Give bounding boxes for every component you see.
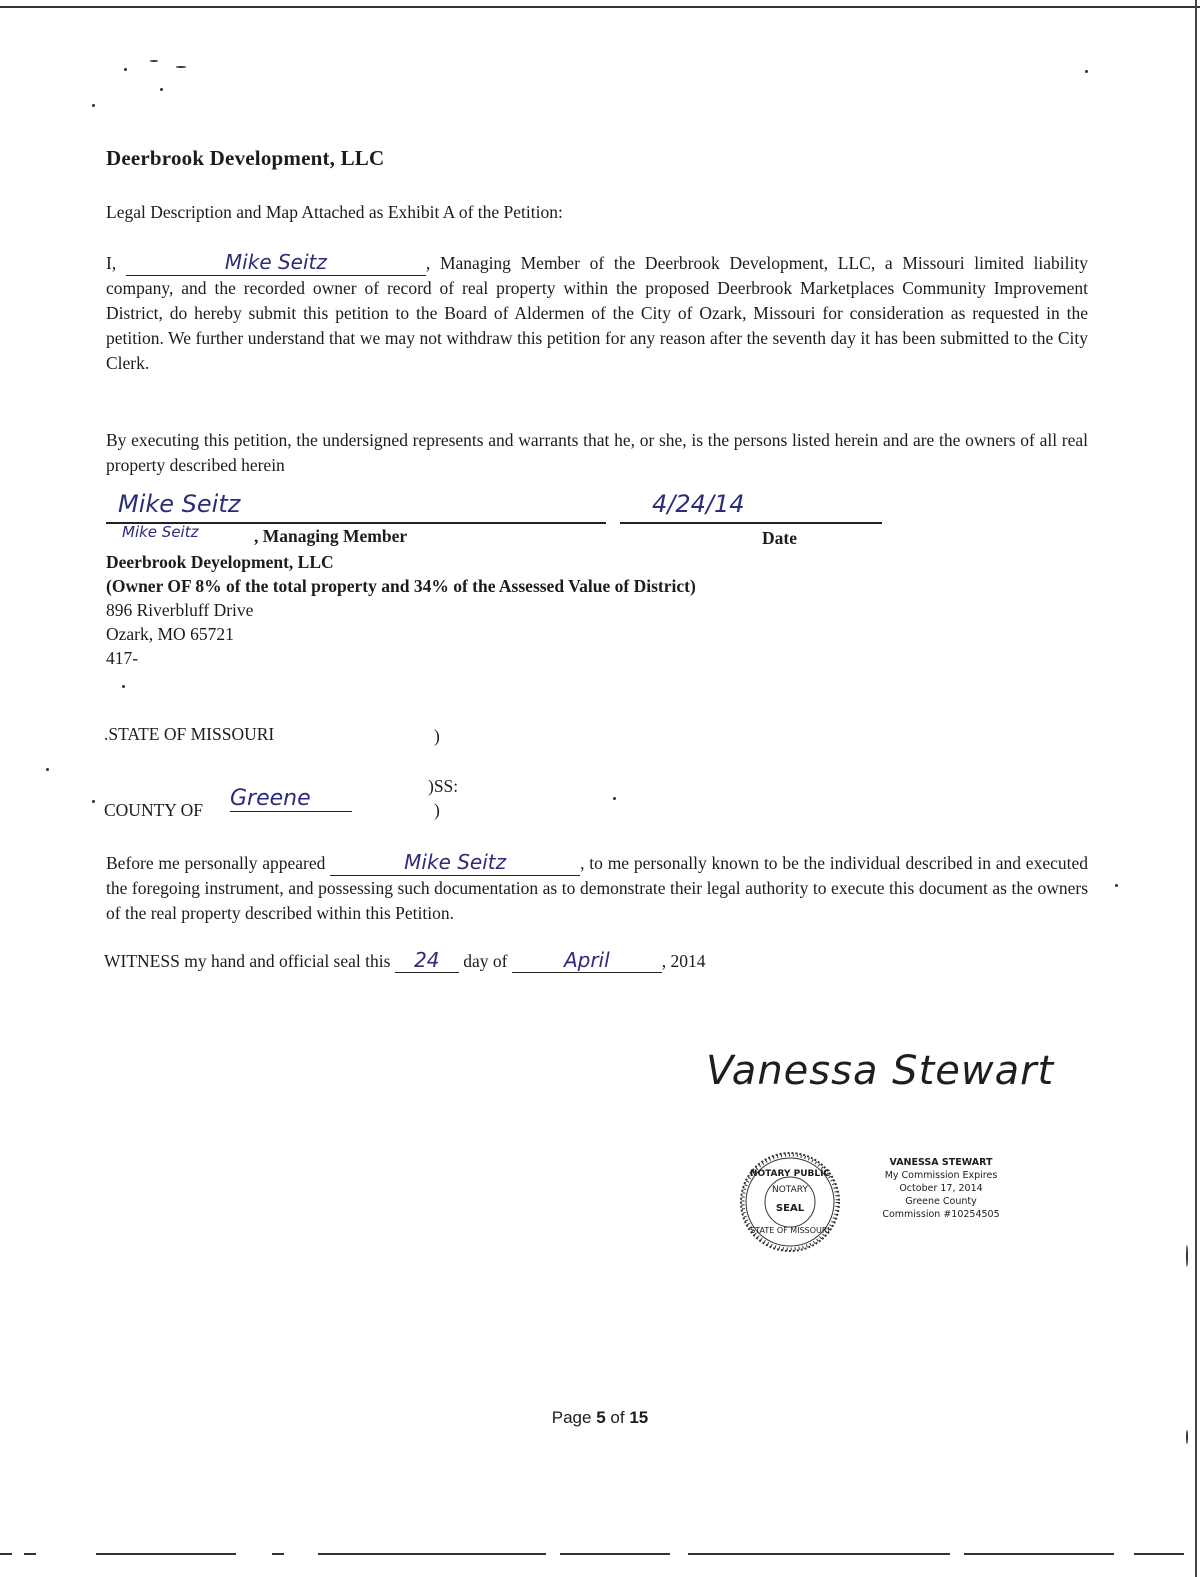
legal-description-line: Legal Description and Map Attached as Exhibit A of the Petition: [106, 202, 563, 222]
page-prefix: Page [551, 1408, 592, 1427]
witness-day-handwritten: 24 [395, 948, 459, 973]
witness-day-of: day of [463, 951, 508, 971]
scan-border-top [0, 6, 1200, 8]
signature-initial-handwritten: Mike Seitz [122, 523, 199, 541]
page-of: of [610, 1408, 625, 1427]
date-handwritten: 4/24/14 [652, 490, 745, 518]
scan-speck [150, 60, 158, 62]
notary-info-line-5: Commission #10254505 [882, 1209, 1000, 1220]
appearance-paragraph [106, 850, 1088, 926]
seal-center-text-1: NOTARY [772, 1185, 808, 1195]
ss-label: )SS: [428, 776, 459, 796]
county-label: COUNTY OF [104, 800, 204, 820]
scan-dash [318, 1553, 546, 1555]
county-handwritten: Greene [230, 786, 352, 812]
phone: 417- [106, 648, 139, 668]
scan-speck [160, 88, 163, 91]
representation-paragraph: By executing this petition, the undersigned represents and warrants that he, or she, is the persons listed herein and are the owners of all real property described herein [106, 430, 1088, 475]
state-label: .STATE OF MISSOURI [104, 724, 275, 744]
signer-name-handwritten: Mike Seitz [126, 250, 426, 276]
scan-dash [0, 1553, 12, 1555]
scan-speck [1186, 1430, 1188, 1444]
notary-signature: Vanessa Stewart [706, 1048, 1055, 1094]
notary-seal [738, 1150, 842, 1254]
scan-speck [1115, 884, 1118, 887]
scan-speck [46, 768, 49, 771]
entity-name: Deerbrook Deyelopment, LLC [106, 552, 334, 572]
scan-speck [92, 800, 95, 803]
page-total: 15 [629, 1408, 649, 1427]
witness-year: , 2014 [661, 951, 706, 971]
scan-speck [122, 685, 125, 688]
scan-speck [613, 797, 616, 800]
company-heading: Deerbrook Development, LLC [106, 146, 385, 170]
notary-info-line-4: Greene County [905, 1196, 977, 1207]
scan-dash [24, 1553, 36, 1555]
ownership-note: (Owner OF 8% of the total property and 34% of the Assessed Value of District) [106, 576, 696, 596]
scan-dash [1134, 1553, 1184, 1555]
scan-speck [124, 68, 127, 71]
scan-speck [176, 66, 186, 68]
role-label: , Managing Member [254, 526, 408, 546]
seal-top-text: NOTARY PUBLIC [749, 1169, 831, 1179]
notary-name: VANESSA STEWART [889, 1157, 993, 1168]
scan-dash [96, 1553, 236, 1555]
date-line [620, 522, 882, 524]
scan-speck [92, 104, 95, 107]
appeared-name-handwritten: Mike Seitz [330, 850, 580, 876]
state-paren: ) [434, 726, 440, 746]
witness-line [104, 948, 706, 973]
scan-dash [688, 1553, 950, 1555]
intro-text: , Managing Member of the Deerbrook Development, LLC, a Missouri limited liability company, and the recorded owner of record of real property within the proposed Deerbrook Marketplaces Community Improvement District, do hereby submit this petition to the Board of Aldermen of the City of Ozark, Missouri for consideration as requested in the petition. We further understand that we may not withdraw this petition for any reason after the seventh day it has been submitted to the City Clerk. [106, 253, 1089, 373]
intro-prefix: I, [106, 253, 117, 273]
address-line-1: 896 Riverbluff Drive [106, 600, 254, 620]
appeared-prefix: Before me personally appeared [106, 853, 326, 873]
seal-bottom-text: STATE OF MISSOURI [750, 1226, 830, 1235]
county-paren: ) [434, 800, 440, 820]
witness-prefix: WITNESS my hand and official seal this [104, 951, 391, 971]
intro-paragraph [106, 250, 1088, 376]
seal-center-text-2: SEAL [775, 1203, 805, 1214]
notary-commission-info [866, 1156, 1016, 1221]
scan-dash [964, 1553, 1114, 1555]
signature-handwritten: Mike Seitz [118, 490, 241, 518]
scan-speck [1186, 1245, 1188, 1267]
notary-info-line-2: My Commission Expires [884, 1170, 998, 1181]
witness-month-handwritten: April [512, 948, 662, 973]
page-current: 5 [596, 1408, 606, 1427]
notary-info-line-3: October 17, 2014 [899, 1183, 983, 1194]
address-line-2: Ozark, MO 65721 [106, 624, 234, 644]
scan-dash [560, 1553, 670, 1555]
page-number [0, 1408, 1200, 1428]
scan-border-right [1195, 0, 1197, 1577]
appeared-text: , to me personally known to be the individual described in and executed the foregoing instrument, and possessing such documentation as to demonstrate their legal authority to execute this document as the owners of the real property described within this Petition. [106, 853, 1088, 923]
scan-dash [272, 1553, 284, 1555]
date-label: Date [762, 528, 797, 548]
scan-speck [1085, 70, 1088, 73]
